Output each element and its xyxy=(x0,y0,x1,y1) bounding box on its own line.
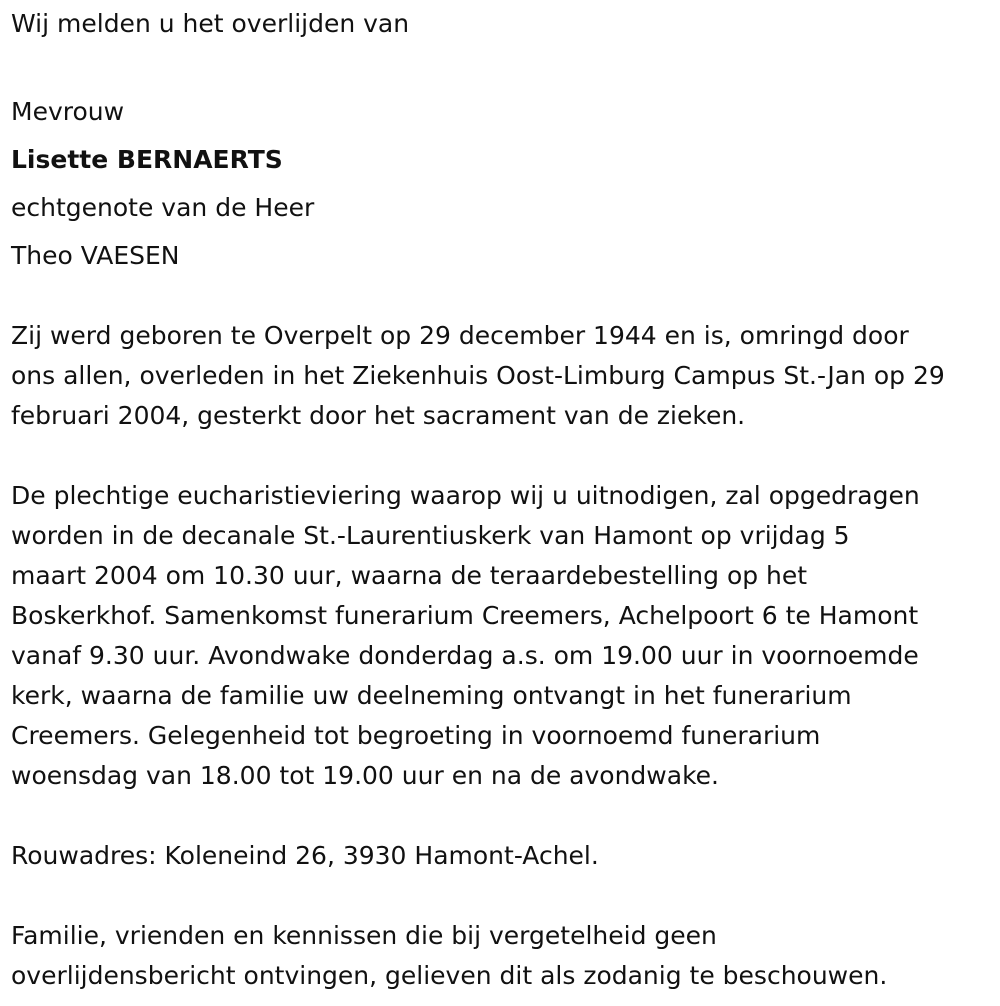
paragraph-line: De plechtige eucharistieviering waarop wij u uitnodigen, zal opgedragen xyxy=(11,481,920,510)
paragraph-line: kerk, waarna de familie uw deelneming ontvangt in het funerarium xyxy=(11,681,852,710)
paragraph-line: maart 2004 om 10.30 uur, waarna de teraardebestelling op het xyxy=(11,561,808,590)
paragraph-line: vanaf 9.30 uur. Avondwake donderdag a.s. om 19.00 uur in voornoemde xyxy=(11,641,919,670)
spouse-name: Theo VAESEN xyxy=(11,241,180,270)
paragraph-line: Zij werd geboren te Overpelt op 29 december 1944 en is, omringd door xyxy=(11,321,909,350)
spacer xyxy=(11,796,995,836)
mourning-address: Rouwadres: Koleneind 26, 3930 Hamont-Achel. xyxy=(11,841,599,870)
spacer xyxy=(11,876,995,916)
spacer xyxy=(11,276,995,316)
deceased-relation: echtgenote van de Heer xyxy=(11,193,315,222)
intro-text: Wij melden u het overlijden van xyxy=(11,9,410,38)
paragraph-line: overlijdensbericht ontvingen, gelieven dit als zodanig te beschouwen. xyxy=(11,961,888,990)
death-notice-document xyxy=(11,4,995,996)
deceased-name: Lisette BERNAERTS xyxy=(11,145,283,174)
paragraph-line: Familie, vrienden en kennissen die bij vergetelheid geen xyxy=(11,921,717,950)
paragraph-line: Boskerkhof. Samenkomst funerarium Creemers, Achelpoort 6 te Hamont xyxy=(11,601,919,630)
birth-death-paragraph xyxy=(11,316,995,436)
paragraph-line: ons allen, overleden in het Ziekenhuis Oost-Limburg Campus St.-Jan op 29 xyxy=(11,361,945,390)
paragraph-line: februari 2004, gesterkt door het sacrament van de zieken. xyxy=(11,401,746,430)
closing-paragraph xyxy=(11,916,995,996)
paragraph-line: Creemers. Gelegenheid tot begroeting in voornoemd funerarium xyxy=(11,721,821,750)
paragraph-line: woensdag van 18.00 tot 19.00 uur en na de avondwake. xyxy=(11,761,719,790)
spacer xyxy=(11,44,995,84)
deceased-title: Mevrouw xyxy=(11,97,125,126)
spacer xyxy=(11,436,995,476)
paragraph-line: worden in de decanale St.-Laurentiuskerk van Hamont op vrijdag 5 xyxy=(11,521,850,550)
ceremony-paragraph xyxy=(11,476,995,796)
